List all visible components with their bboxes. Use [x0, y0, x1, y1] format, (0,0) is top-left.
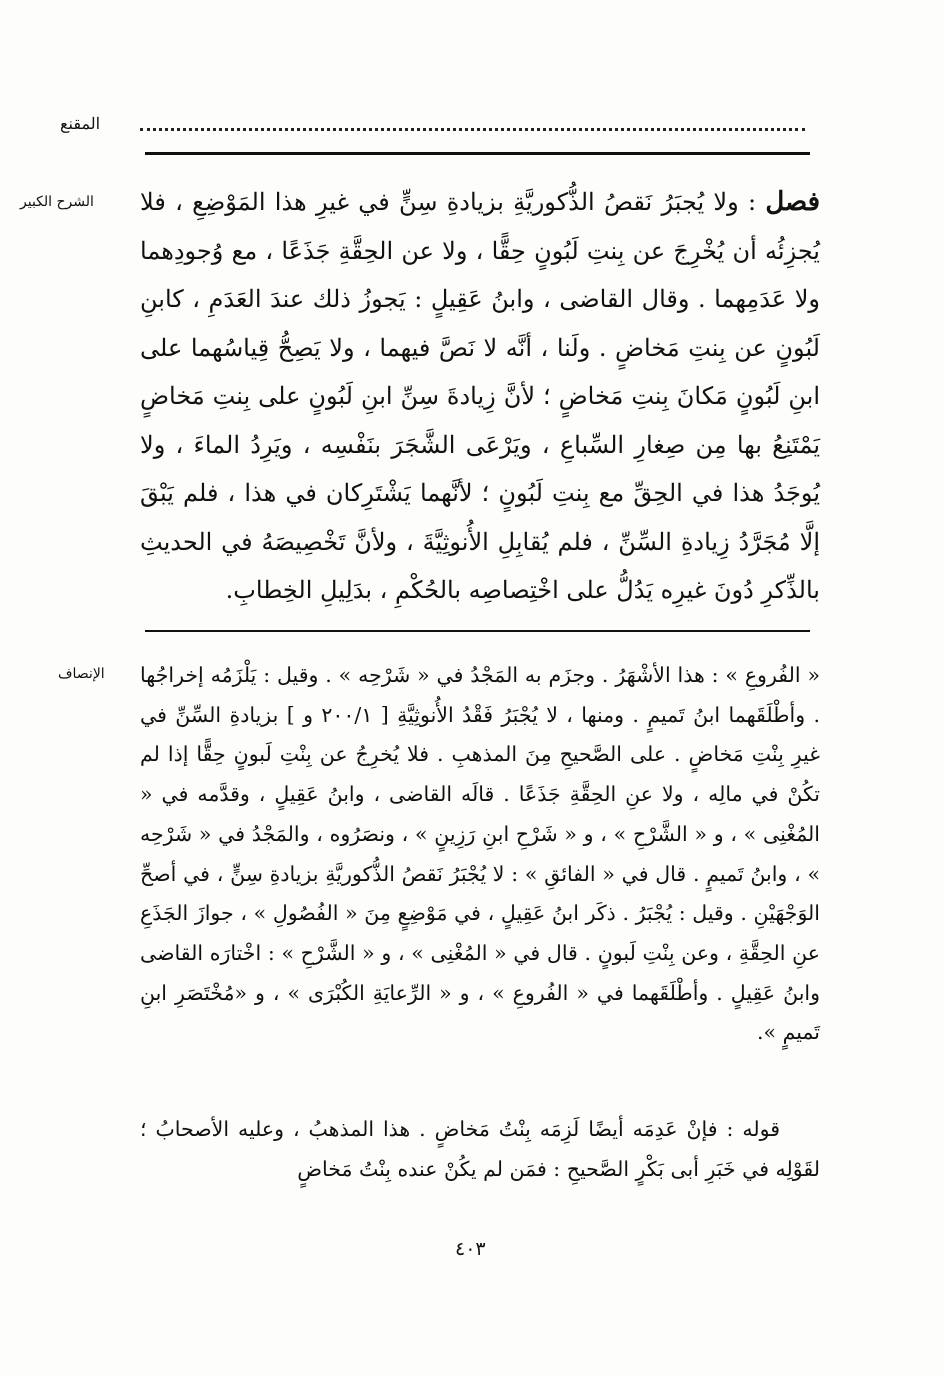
header-dotted-line — [140, 110, 805, 131]
sharh-text: : ولا يُجبَرُ نَقصُ الذُّكوريَّةِ بزيادةِ سِنٍّ في غيرِ هذا المَوْضِعِ ، فلا يُجزِئُه أن يُخْرِجَ عن بِنتِ لَبُونٍ حِقًّا ، ولا عن الحِقَّةِ جَذَعًا ، مع وُجودِهما ولا عَدَمِهما . وقال القاضى ، وابنُ عَقِيلٍ : يَجوزُ ذلك عندَ العَدَمِ ، كابنِ لَبُونٍ عن بِنتِ مَخاضٍ . ولَنا ، أنَّه لا نَصَّ فيهما ، ولا يَصِحُّ قِياسُهما على ابنِ لَبُونٍ مَكانَ بِنتِ مَخاضٍ ؛ لأنَّ زِيادةَ سِنِّ ابنِ لَبُونٍ على بِنتِ مَخاضٍ يَمْتَنِعُ بها مِن صِغارِ السِّباعِ ، ويَرْعَى الشَّجَرَ بنَفْسِه ، ويَرِدُ الماءَ ، ولا يُوجَدُ هذا في الحِقِّ مع بِنتِ لَبُونٍ ؛ لأنَّهما يَشْتَرِكان في هذا ، فلم يَبْقَ إلَّا مُجَرَّدُ زِيادةِ السِّنِّ ، فلم يُقابِلِ الأُنوثِيَّةَ ، ولأنَّ تَخْصِيصَهُ في الحديثِ بالذِّكرِ دُونَ غيرِه يَدُلُّ على اخْتِصاصِه بالحُكْمِ ، بدَلِيلِ الخِطابِ. — [140, 188, 821, 604]
section-divider — [145, 630, 810, 632]
header-title: المقنع — [60, 114, 101, 133]
header-rule — [145, 152, 810, 155]
side-label-insaf: الإنصاف — [58, 666, 105, 682]
sharh-section — [140, 178, 820, 615]
insaf-section — [140, 656, 820, 1053]
sharh-paragraph — [140, 178, 820, 615]
qawl-paragraph: قوله : فإنْ عَدِمَه أيضًا لَزِمَه بِنْتُ مَخاضٍ . هذا المذهبُ ، وعليه الأصحابُ ؛ لقَوْلِه في خَبَرِ أبى بَكْرٍ الصَّحيحِ : فمَن لم يكُنْ عنده بِنْتُ مَخاضٍ — [140, 1117, 820, 1181]
page-number: ٤٠٣ — [455, 1238, 486, 1260]
insaf-paragraph: « الفُروعِ » : هذا الأشْهَرُ . وجزَم به المَجْدُ في « شَرْحِه » . وقيل : يَلْزَمُه إخراجُها . وأطْلَقَهما ابنُ تَميمٍ . ومنها ، لا يُجْبَرُ فَقْدُ الأُنوثِيَّةِ [ ٢٠٠/١ و ] بزيادةِ السِّنِّ في غيرِ بِنْتِ مَخاضٍ . على الصَّحيحِ مِنَ المذهبِ . فلا يُخرِجُ عن بِنْتِ لَبونٍ حِقًّا إذا لم تكُنْ في مالِه ، ولا عنِ الحِقَّةِ جَذَعًا . قالَه القاضى ، وابنُ عَقِيلٍ ، وقدَّمه في « المُغْنِى » ، و « الشَّرْحِ » ، و « شَرْحِ ابنِ رَزِينٍ » ، ونصَرُوه ، والمَجْدُ في « شَرْحِه » ، وابنُ تَميمٍ . قال في « الفائقِ » : لا يُجْبَرُ نَقصُ الذُّكوريَّةِ بزيادةِ سِنٍّ ، في أصحِّ الوَجْهَيْنِ . وقيل : يُجْبَرُ . ذكَر ابنُ عَقِيلٍ ، في مَوْضِعٍ مِنَ « الفُصُولِ » ، جوازَ الجَذَعِ عنِ الحِقَّةِ ، وعن بِنْتِ لَبونٍ . قال في « المُغْنِى » ، و « الشَّرْحِ » : اخْتارَه القاضى وابنُ عَقِيلٍ . وأطْلَقَهما في « الفُروعِ » ، و « الرِّعايَةِ الكُبْرَى » ، و «مُخْتَصَرِ ابنِ تَميمٍ ». — [140, 663, 820, 1045]
qawl-section — [140, 1110, 820, 1189]
side-label-sharh: الشرح الكبير — [20, 194, 94, 210]
sharh-lead-word: فصل — [765, 187, 821, 217]
